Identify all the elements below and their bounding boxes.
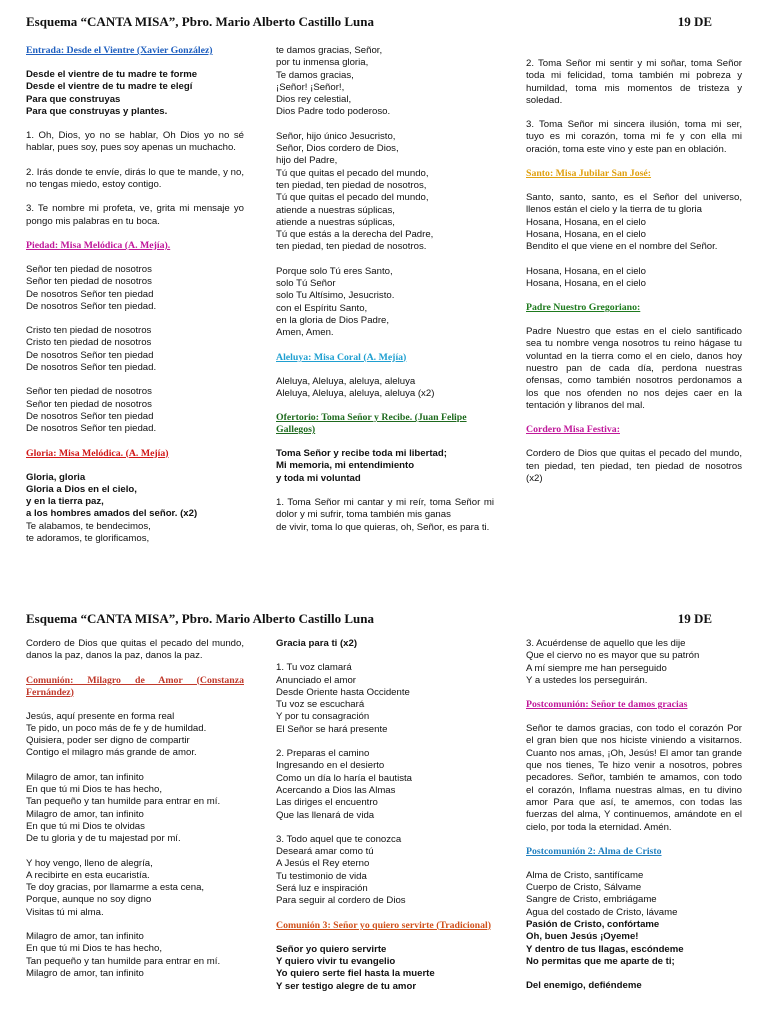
text-line: Gloria, gloria [26, 471, 86, 483]
text-line: Hosana, Hosana, en el cielo [526, 216, 646, 228]
text-line: En que tú mi Dios te has hecho, [26, 784, 162, 796]
piedad-title: Piedad: Misa Melódica (A. Mejía). [26, 239, 171, 251]
text-line: Milagro de amor, tan infinito [26, 931, 144, 943]
comunion-verse-1 [26, 711, 244, 760]
ofertorio-verse-3: 3. Toma Señor mi sincera ilusión, toma mi ser, tuyo es mi corazón, toma mi fe y con ella mi oración, toma este vino y este pan en oblación. [526, 119, 742, 155]
text-line: a los hombres amados del señor. (x2) [26, 508, 198, 520]
entrada-chorus [26, 69, 244, 118]
text-line: Sangre de Cristo, embriágame [526, 894, 657, 906]
text-line: Anunciado el amor [276, 674, 356, 686]
cordero-title: Cordero Misa Festiva: [526, 424, 620, 436]
text-line: Gloria a Dios en el cielo, [26, 483, 137, 495]
comunion-verse-2 [26, 858, 244, 919]
gloria-title: Gloria: Misa Melódica. (A. Mejía) [26, 447, 169, 459]
piedad-block-3 [26, 386, 244, 435]
text-line: Señor ten piedad de nosotros [26, 276, 152, 288]
entrada-title: Entrada: Desde el Vientre (Xavier González) [26, 45, 213, 56]
entrada-verse-2: 2. Irás donde te envíe, dirás lo que te mande, y no, no tengas miedo, estoy contigo. [26, 166, 244, 191]
text-line: y toda mi voluntad [276, 472, 361, 484]
postcomunion-title: Postcomunión: Señor te damos gracias [526, 699, 688, 711]
text-line: 2. Preparas el camino [276, 748, 370, 760]
text-line: Hosana, Hosana, en el cielo [526, 265, 646, 277]
alma-lines [526, 870, 742, 919]
text-line: hijo del Padre, [276, 155, 338, 167]
comunion-chorus-2c [26, 968, 244, 980]
text-line: 1. Tu voz clamará [276, 662, 352, 674]
gracia-line: Gracia para ti (x2) [276, 638, 358, 649]
text-line: A recibirte en esta eucaristía. [26, 869, 150, 881]
text-line: No permitas que me aparte de ti; [526, 955, 675, 967]
text-line: De nosotros Señor ten piedad [26, 349, 154, 361]
text-line: en la gloria de Dios Padre, [276, 314, 390, 326]
text-line: Jesús, aquí presente en forma real [26, 710, 175, 722]
text-line: solo Tú Señor [276, 278, 336, 290]
comunion-3-chorus [276, 944, 494, 993]
text-line: De nosotros Señor ten piedad. [26, 300, 157, 312]
ofertorio-title: Ofertorio: Toma Señor y Recibe. (Juan Felipe Gallegos) [276, 412, 467, 436]
comunion-3-title: Comunión 3: Señor yo quiero servirte (Tradicional) [276, 919, 491, 931]
santo-lines [526, 217, 742, 254]
text-line: con el Espíritu Santo, [276, 302, 368, 314]
text-line: ten piedad, ten piedad de nosotros, [276, 179, 427, 191]
header-title-2: Esquema “CANTA MISA”, Pbro. Mario Alberto Castillo Luna [26, 611, 375, 626]
text-line: Deseará amar como tú [276, 846, 374, 858]
text-line: Tu testimonio de vida [276, 870, 367, 882]
column-2-page-2 [276, 638, 494, 993]
text-line: Y quiero vivir tu evangelio [276, 955, 396, 967]
text-line: Milagro de amor, tan infinito [26, 771, 144, 783]
piedad-block-1 [26, 264, 244, 313]
text-line: Porque, aunque no soy digno [26, 894, 152, 906]
gracia-verse-3 [276, 834, 494, 908]
text-line: Y a ustedes los perseguirán. [526, 674, 648, 686]
header-title: Esquema “CANTA MISA”, Pbro. Mario Alberto Castillo Luna [26, 14, 375, 29]
text-line: A mí siempre me han perseguido [526, 662, 667, 674]
text-line: ¡Señor! ¡Señor!, [276, 81, 345, 93]
text-line: Que las llenará de vida [276, 809, 375, 821]
comunion-chorus-1a [26, 772, 244, 797]
text-line: Milagro de amor, tan infinito [26, 808, 144, 820]
text-line: 3. Acuérdense de aquello que les dije [526, 638, 686, 649]
santo-text: Santo, santo, santo, es el Señor del universo, llenos están el cielo y la tierra de tu gloria [526, 192, 742, 216]
text-line: Hosana, Hosana, en el cielo [526, 228, 646, 240]
text-line: Señor ten piedad de nosotros [26, 398, 152, 410]
text-line: Cristo ten piedad de nosotros [26, 337, 152, 349]
padre-nuestro-title: Padre Nuestro Gregoriano: [526, 302, 641, 314]
text-line: Para seguir al cordero de Dios [276, 895, 406, 907]
text-line: El Señor se hará presente [276, 723, 388, 735]
text-line: Y dentro de tus llagas, escóndeme [526, 943, 684, 955]
text-line: Y por tu consagración [276, 711, 370, 723]
text-line: te damos gracias, Señor, [276, 45, 383, 56]
page-header-2 [26, 611, 712, 631]
entrada-verse-1: 1. Oh, Dios, yo no se hablar, Oh Dios yo no sé hablar, pues soy, pues soy apenas un muchacho. [26, 130, 244, 154]
text-line: Que el ciervo no es mayor que su patrón [526, 650, 700, 662]
text-line: Milagro de amor, tan infinito [26, 967, 144, 979]
text-line: Señor ten piedad de nosotros [26, 263, 152, 275]
gracia-verse-2 [276, 748, 494, 822]
text-line: Aleluya, Aleluya, aleluya, aleluya (x2) [276, 387, 435, 399]
column-1 [26, 45, 244, 545]
text-line: Y ser testigo alegre de tu amor [276, 980, 417, 992]
column-3 [526, 58, 742, 485]
text-line: Las diriges el encuentro [276, 797, 378, 809]
text-line: A Jesús el Rey eterno [276, 858, 370, 870]
text-line: Amen, Amen. [276, 327, 334, 339]
santo-title: Santo: Misa Jubilar San José: [526, 168, 652, 180]
text-line: Señor yo quiero servirte [276, 943, 387, 955]
text-line: Tú que quitas el pecado del mundo, [276, 192, 429, 204]
aleluya-title: Aleluya: Misa Coral (A. Mejía) [276, 351, 407, 363]
text-line: Para que construyas y plantes. [26, 105, 168, 117]
text-line: Señor, hijo único Jesucristo, [276, 130, 396, 142]
text-line: solo Tu Altísimo, Jesucristo. [276, 290, 395, 302]
text-line: Como un día lo haría el bautista [276, 772, 412, 784]
text-line: Te alabamos, te bendecimos, [26, 520, 151, 532]
gloria-part-2 [276, 131, 494, 254]
text-line: Aleluya, Aleluya, aleluya, aleluya [276, 375, 416, 387]
ofertorio-verse-2: 2. Toma Señor mi sentir y mi soñar, toma Señor toda mi felicidad, toma también mi pobreza y humildad, toma mis momentos de tristeza y soledad. [526, 58, 742, 106]
text-line: Bendito el que viene en el nombre del Señor. [526, 241, 718, 253]
text-line: ten piedad, ten piedad de nosotros. [276, 241, 427, 253]
text-line: De tu gloria y de tu majestad por mí. [26, 833, 181, 845]
text-line: y en la tierra paz, [26, 496, 104, 508]
text-line: Dios Padre todo poderoso. [276, 106, 391, 118]
text-line: Acercando a Dios las Almas [276, 784, 396, 796]
aleluya-lines [276, 376, 494, 401]
gloria-lines [26, 521, 244, 546]
page-2 [0, 597, 768, 1024]
text-line: Toma Señor y recibe toda mi libertad; [276, 448, 447, 460]
header-date: 19 DE [677, 14, 712, 29]
comunion-chorus-2b: Tan pequeño y tan humilde para entrar en mí. [26, 955, 221, 967]
text-line: Desde Oriente hasta Occidente [276, 686, 410, 698]
text-line: te adoramos, te glorificamos, [26, 533, 150, 545]
column-1-page-2 [26, 638, 244, 980]
text-line: Porque solo Tú eres Santo, [276, 265, 393, 277]
text-line: 3. Todo aquel que te conozca [276, 833, 402, 845]
piedad-block-2 [26, 325, 244, 374]
text-line: Ingresando en el desierto [276, 760, 385, 772]
text-line: Desde el vientre de tu madre te elegí [26, 81, 193, 93]
gracia-verse-1 [276, 662, 494, 736]
text-line: Dios rey celestial, [276, 94, 352, 106]
text-line: Para que construyas [26, 93, 121, 105]
text-line: Tú que quitas el pecado del mundo, [276, 167, 429, 179]
alma-end [526, 980, 742, 992]
text-line: Agua del costado de Cristo, lávame [526, 906, 678, 918]
text-line: Mi memoria, mi entendimiento [276, 460, 415, 472]
alma-bold-lines [526, 919, 742, 968]
comunion-chorus-2a [26, 931, 244, 956]
text-line: Te pido, un poco más de fe y de humildad. [26, 722, 207, 734]
comunion-chorus-1c [26, 809, 244, 846]
comunion-3-verse-3 [526, 638, 742, 687]
text-line: En que tú mi Dios te has hecho, [26, 943, 162, 955]
text-line: Contigo el milagro más grande de amor. [26, 747, 197, 759]
text-line: Pasión de Cristo, confórtame [526, 919, 660, 931]
postcomunion-2-title: Postcomunión 2: Alma de Cristo [526, 845, 662, 857]
gloria-chorus [26, 472, 244, 521]
padre-nuestro-text: Padre Nuestro que estas en el cielo santificado sea tu nombre venga nosotros tu reino hágase tu voluntad en la tierra como el en cielo, danos hoy nuestro pan de cada día, perdona nuestras ofensas, como también nosotros perdonamos a los que nos ofenden no nos dejes caer en la tentación y libranos del mal. [526, 326, 742, 411]
text-line: Tu voz se escuchará [276, 699, 365, 711]
text-line: De nosotros Señor ten piedad [26, 288, 154, 300]
page-header [26, 14, 712, 34]
text-line: Cuerpo de Cristo, Sálvame [526, 882, 642, 894]
comunion-title: Comunión: Milagro de Amor (Constanza Fernández) [26, 674, 244, 698]
gloria-part-1 [276, 45, 494, 119]
text-line: Visitas tú mi alma. [26, 906, 104, 918]
text-line: Alma de Cristo, santifícame [526, 869, 644, 881]
text-line: Será luz e inspiración [276, 883, 368, 895]
text-line: De nosotros Señor ten piedad [26, 410, 154, 422]
column-2 [276, 45, 494, 534]
cordero-end: Cordero de Dios que quitas el pecado del mundo, danos la paz, danos la paz, danos la paz. [26, 638, 244, 662]
ofertorio-verse-1: 1. Toma Señor mi cantar y mi reír, toma Señor mi dolor y mi sufrir, toma también mis ganas [276, 497, 494, 521]
text-line: De nosotros Señor ten piedad. [26, 362, 157, 374]
santo-end [526, 266, 742, 291]
text-line: atiende a nuestras súplicas, [276, 204, 395, 216]
text-line: Desde el vientre de tu madre te forme [26, 69, 198, 80]
text-line: Te doy gracias, por llamarme a esta cena, [26, 882, 205, 894]
ofertorio-chorus [276, 448, 494, 485]
text-line: por tu inmensa gloria, [276, 57, 369, 69]
entrada-verse-3: 3. Te nombre mi profeta, ve, grita mi mensaje yo pongo mis palabras en tu boca. [26, 203, 244, 227]
comunion-chorus-1b: Tan pequeño y tan humilde para entrar en mí. [26, 796, 221, 808]
ofertorio-verse-1b: de vivir, toma lo que quieras, oh, Señor, es para ti. [276, 521, 490, 533]
gloria-part-3 [276, 266, 494, 340]
text-line: Señor ten piedad de nosotros [26, 386, 152, 398]
column-3-page-2 [526, 638, 742, 993]
text-line: Oh, buen Jesús ¡Oyeme! [526, 931, 639, 943]
text-line: De nosotros Señor ten piedad. [26, 423, 157, 435]
text-line: Cristo ten piedad de nosotros [26, 325, 152, 337]
text-line: Hosana, Hosana, en el cielo [526, 277, 646, 289]
text-line: Y hoy vengo, lleno de alegría, [26, 857, 153, 869]
text-line: Quisiera, poder ser digno de compartir [26, 735, 190, 747]
postcomunion-text: Señor te damos gracias, con todo el corazón Por el gran bien que nos hiciste viniendo a visitarnos. Cuanto nos amas, ¡Oh, Jesús! El amor tan grande que nos tienes, Te hizo venir a nosotros, pobres pecadores. Señor, también te amamos, con todo el corazón, Inflama nuestras almas, en tu divino amor Para que así, te amemos, con todas las fuerzas del alma, Y continuemos, amándote en el cielo, por toda la eternidad. Amén. [526, 723, 742, 833]
text-line: Del enemigo, defiéndeme [526, 980, 642, 992]
header-date-2: 19 DE [677, 611, 712, 626]
text-line: Tú que estás a la derecha del Padre, [276, 229, 434, 241]
text-line: Señor, Dios cordero de Dios, [276, 143, 399, 155]
text-line: En que tú mi Dios te olvidas [26, 820, 145, 832]
text-line: Te damos gracias, [276, 69, 354, 81]
cordero-text: Cordero de Dios que quitas el pecado del mundo, ten piedad, ten piedad, ten piedad de nosotros (x2) [526, 448, 742, 484]
text-line: Yo quiero serte fiel hasta la muerte [276, 968, 435, 980]
text-line: atiende a nuestras súplicas, [276, 216, 395, 228]
